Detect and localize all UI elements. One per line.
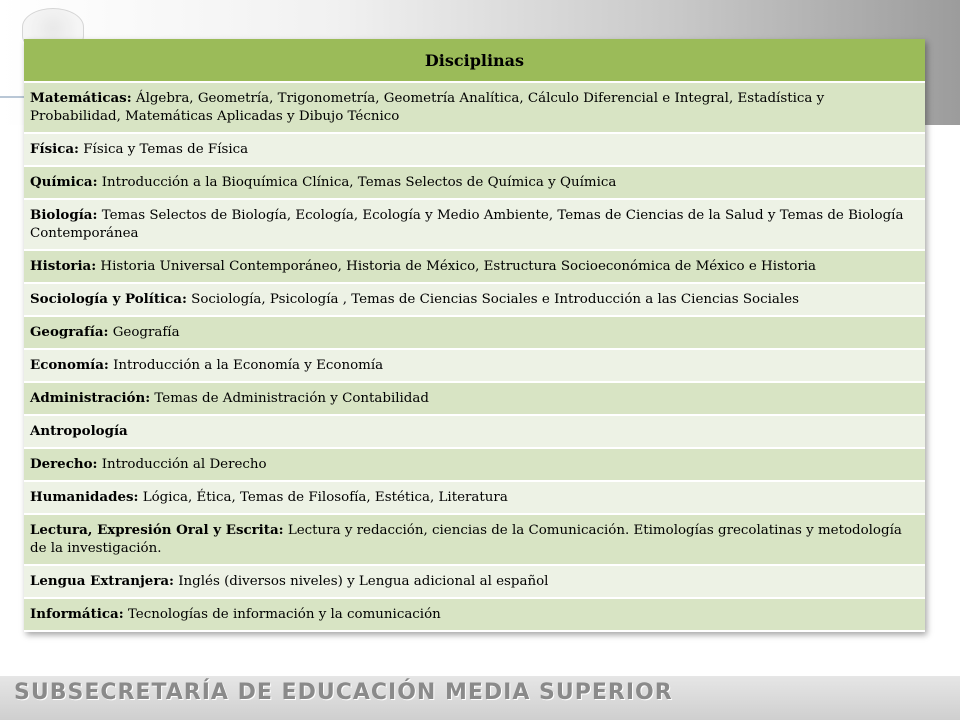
table-header-row (24, 39, 925, 82)
table-cell (24, 598, 925, 631)
table-cell (24, 382, 925, 415)
table-cell (24, 283, 925, 316)
discipline-subjects: Introducción al Derecho (97, 457, 267, 472)
discipline-subjects: Física y Temas de Física (79, 142, 249, 157)
table-row (24, 133, 925, 166)
table-row (24, 382, 925, 415)
table-cell (24, 448, 925, 481)
table-row (24, 598, 925, 631)
footer-title: SUBSECRETARÍA DE EDUCACIÓN MEDIA SUPERIOR (14, 680, 673, 705)
discipline-label: Administración: (30, 390, 151, 406)
discipline-label: Lengua Extranjera: (30, 573, 174, 589)
table-cell (24, 199, 925, 250)
discipline-label: Física: (30, 141, 79, 157)
discipline-label: Antropología (30, 423, 128, 439)
table-cell (24, 565, 925, 598)
table-cell (24, 133, 925, 166)
discipline-label: Sociología y Política: (30, 291, 187, 307)
discipline-subjects: Temas de Administración y Contabilidad (150, 391, 429, 406)
table-row (24, 283, 925, 316)
table-cell (24, 166, 925, 199)
discipline-label: Matemáticas: (30, 90, 132, 106)
table-row (24, 514, 925, 565)
discipline-label: Informática: (30, 606, 124, 622)
discipline-subjects: Inglés (diversos niveles) y Lengua adicional al español (174, 574, 549, 589)
table-cell (24, 481, 925, 514)
discipline-label: Derecho: (30, 456, 98, 472)
table-row (24, 250, 925, 283)
table-row (24, 481, 925, 514)
table-cell (24, 316, 925, 349)
table-cell (24, 82, 925, 133)
table-cell (24, 250, 925, 283)
discipline-label: Química: (30, 174, 98, 190)
discipline-label: Humanidades: (30, 489, 139, 505)
discipline-label: Historia: (30, 258, 97, 274)
discipline-subjects: Temas Selectos de Biología, Ecología, Ecología y Medio Ambiente, Temas de Ciencias de la Salud y Temas de Biología Contemporánea (30, 208, 904, 241)
discipline-subjects: Lectura y redacción, ciencias de la Comunicación. Etimologías grecolatinas y metodología de la investigación. (30, 523, 902, 556)
discipline-subjects: Introducción a la Bioquímica Clínica, Temas Selectos de Química y Química (97, 175, 617, 190)
discipline-subjects: Lógica, Ética, Temas de Filosofía, Estética, Literatura (138, 490, 508, 505)
table-cell (24, 514, 925, 565)
discipline-label: Geografía: (30, 324, 109, 340)
table-row (24, 565, 925, 598)
table-cell (24, 415, 925, 448)
discipline-subjects: Tecnologías de información y la comunicación (123, 607, 441, 622)
table-row (24, 199, 925, 250)
discipline-subjects: Geografía (108, 325, 180, 340)
table-row (24, 448, 925, 481)
disciplines-table (24, 39, 925, 632)
table-header-disciplinas: Disciplinas (24, 39, 925, 82)
discipline-subjects: Historia Universal Contemporáneo, Historia de México, Estructura Socioeconómica de México e Historia (96, 259, 816, 274)
table-row (24, 415, 925, 448)
discipline-label: Lectura, Expresión Oral y Escrita: (30, 522, 284, 538)
table-row (24, 349, 925, 382)
discipline-subjects: Álgebra, Geometría, Trigonometría, Geometría Analítica, Cálculo Diferencial e Integral, Estadística y Probabilidad, Matemáticas Aplicadas y Dibujo Técnico (30, 91, 825, 124)
discipline-subjects: Sociología, Psicología , Temas de Ciencias Sociales e Introducción a las Ciencias Sociales (186, 292, 799, 307)
discipline-label: Biología: (30, 207, 98, 223)
table-row (24, 316, 925, 349)
discipline-subjects: Introducción a la Economía y Economía (108, 358, 384, 373)
table-cell (24, 349, 925, 382)
table-row (24, 166, 925, 199)
table-row (24, 82, 925, 133)
discipline-label: Economía: (30, 357, 109, 373)
